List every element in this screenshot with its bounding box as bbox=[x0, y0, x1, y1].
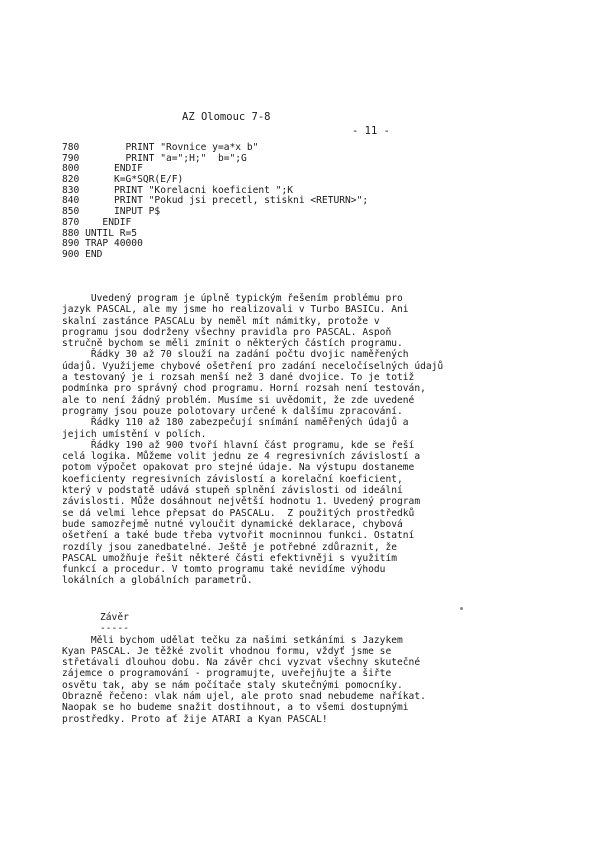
page-number: - 11 - bbox=[352, 125, 390, 137]
text-line: potom výpočet opakovat pro stejné údaje. Na výstupu dostaneme bbox=[62, 462, 415, 474]
text-line: Řádky 30 až 70 slouží na zadání počtu dvojic naměřených bbox=[62, 349, 409, 361]
text-line: Řádky 110 až 180 zabezpečují snímání naměřených údajů a bbox=[62, 417, 409, 429]
text-line: ošetření a také bude třeba vytvořit mocninnou funkci. Ostatní bbox=[62, 530, 415, 542]
article-body bbox=[62, 293, 540, 587]
conclusion-section bbox=[62, 612, 540, 725]
text-line: údajů. Využijeme chybové ošetření pro zadání neceločíselných údajů bbox=[62, 360, 444, 372]
text-line: bude samozřejmě nutné vyloučit dynamické deklarace, chybová bbox=[62, 518, 403, 530]
text-line: střetávali dlouhou dobu. Na závěr chci vyzvat všechny skutečné bbox=[62, 657, 421, 669]
code-line: 880 UNTIL R=5 bbox=[62, 227, 138, 239]
paragraph bbox=[62, 349, 540, 417]
text-line: se dá velmi lehce přepsat do PASCALu. Z použitých prostředků bbox=[62, 507, 415, 519]
page-header bbox=[0, 96, 600, 137]
code-line: 870 ENDIF bbox=[62, 216, 132, 228]
text-line: jejich umístění v polích. bbox=[62, 428, 207, 440]
text-line: lokálních a globálních parametrů. bbox=[62, 575, 253, 587]
text-line: osvětu tak, aby se nám počítače staly skutečnými pomocníky. bbox=[62, 679, 403, 691]
code-line: 840 PRINT "Pokud jsi precetl, stiskni <RETURN>"; bbox=[62, 195, 369, 207]
code-line: 890 TRAP 40000 bbox=[62, 238, 143, 250]
text-line: Obrazně řečeno: vlak nám ujel, ale proto snad nebudeme naříkat. bbox=[62, 691, 426, 703]
paragraph bbox=[62, 440, 540, 587]
code-listing bbox=[62, 143, 562, 261]
text-line: skalní zastánce PASCALu by neměl mít námitky, protože v bbox=[62, 315, 380, 327]
text-line: stručně bychom se měli zmínit o některých částích programu. bbox=[62, 338, 403, 350]
text-line: a testovaný je i rozsah menší než 3 dané dvojice. To je totiž bbox=[62, 372, 415, 384]
code-line: 820 K=G*SQR(E/F) bbox=[62, 174, 184, 186]
text-line: Naopak se ho budeme snažit dostihnout, a to všemi dostupnými bbox=[62, 702, 409, 714]
scan-speck bbox=[460, 607, 463, 610]
header-title: AZ Olomouc 7-8 bbox=[182, 111, 271, 123]
text-line: závislosti. Může dosáhnout největší hodnotu 1. Uvedený program bbox=[62, 496, 421, 508]
code-line: 800 ENDIF bbox=[62, 163, 143, 175]
conclusion-paragraph bbox=[62, 635, 540, 725]
code-line: 790 PRINT "a=";H;" b=";G bbox=[62, 152, 247, 164]
text-line: PASCAL umožňuje řešit některé části efektivněji s využitím bbox=[62, 552, 398, 564]
text-line: jazyk PASCAL, ale my jsme ho realizovali v Turbo BASICu. Ani bbox=[62, 304, 409, 316]
paragraph bbox=[62, 417, 540, 440]
text-line: celá logika. Můžeme volit jednu ze 4 regresivních závislostí a bbox=[62, 451, 421, 463]
text-line: Měli bychom udělat tečku za našimi setkáními s Jazykem bbox=[62, 634, 403, 646]
text-line: funkcí a procedur. V tomto programu také nevidíme výhodu bbox=[62, 564, 386, 576]
text-line: programy jsou pouze polotovary určené k dalšímu zpracování. bbox=[62, 405, 403, 417]
code-line: 900 END bbox=[62, 248, 103, 260]
code-line: 850 INPUT P$ bbox=[62, 206, 161, 218]
text-line: programu jsou dodrženy všechny pravidla pro PASCAL. Aspoň bbox=[62, 326, 392, 338]
text-line: zájemce o programování - programujte, uveřejňujte a šiřte bbox=[62, 668, 392, 680]
text-line: Řádky 190 až 900 tvoří hlavní část programu, kde se řeší bbox=[62, 439, 415, 451]
paragraph bbox=[62, 293, 540, 349]
text-line: Kyan PASCAL. Je těžké zvolit vhodnou formu, vždyť jsme se bbox=[62, 645, 392, 657]
text-line: koeficienty regresivních závislostí a korelační koeficient, bbox=[62, 473, 403, 485]
section-heading: Závěr bbox=[100, 612, 129, 623]
section-underline: ----- bbox=[100, 623, 129, 635]
text-line: rozdíly jsou zanedbatelné. Ještě je potřebné zdůraznit, že bbox=[62, 541, 398, 553]
code-line: 780 PRINT "Rovnice y=a*x b" bbox=[62, 142, 259, 153]
text-line: který v podstatě udává stupeň splnění závislosti od ideální bbox=[62, 485, 403, 497]
text-line: prostředky. Proto ať žije ATARI a Kyan PASCAL! bbox=[62, 713, 328, 725]
text-line: ale to není žádný problém. Musíme si uvědomit, že zde uvedené bbox=[62, 394, 415, 406]
code-line: 830 PRINT "Korelacni koeficient ";K bbox=[62, 184, 294, 196]
text-line: podmínka pro správný chod programu. Horní rozsah není testován, bbox=[62, 383, 426, 395]
text-line: Uvedený program je úplně typickým řešením problému pro bbox=[62, 293, 403, 304]
